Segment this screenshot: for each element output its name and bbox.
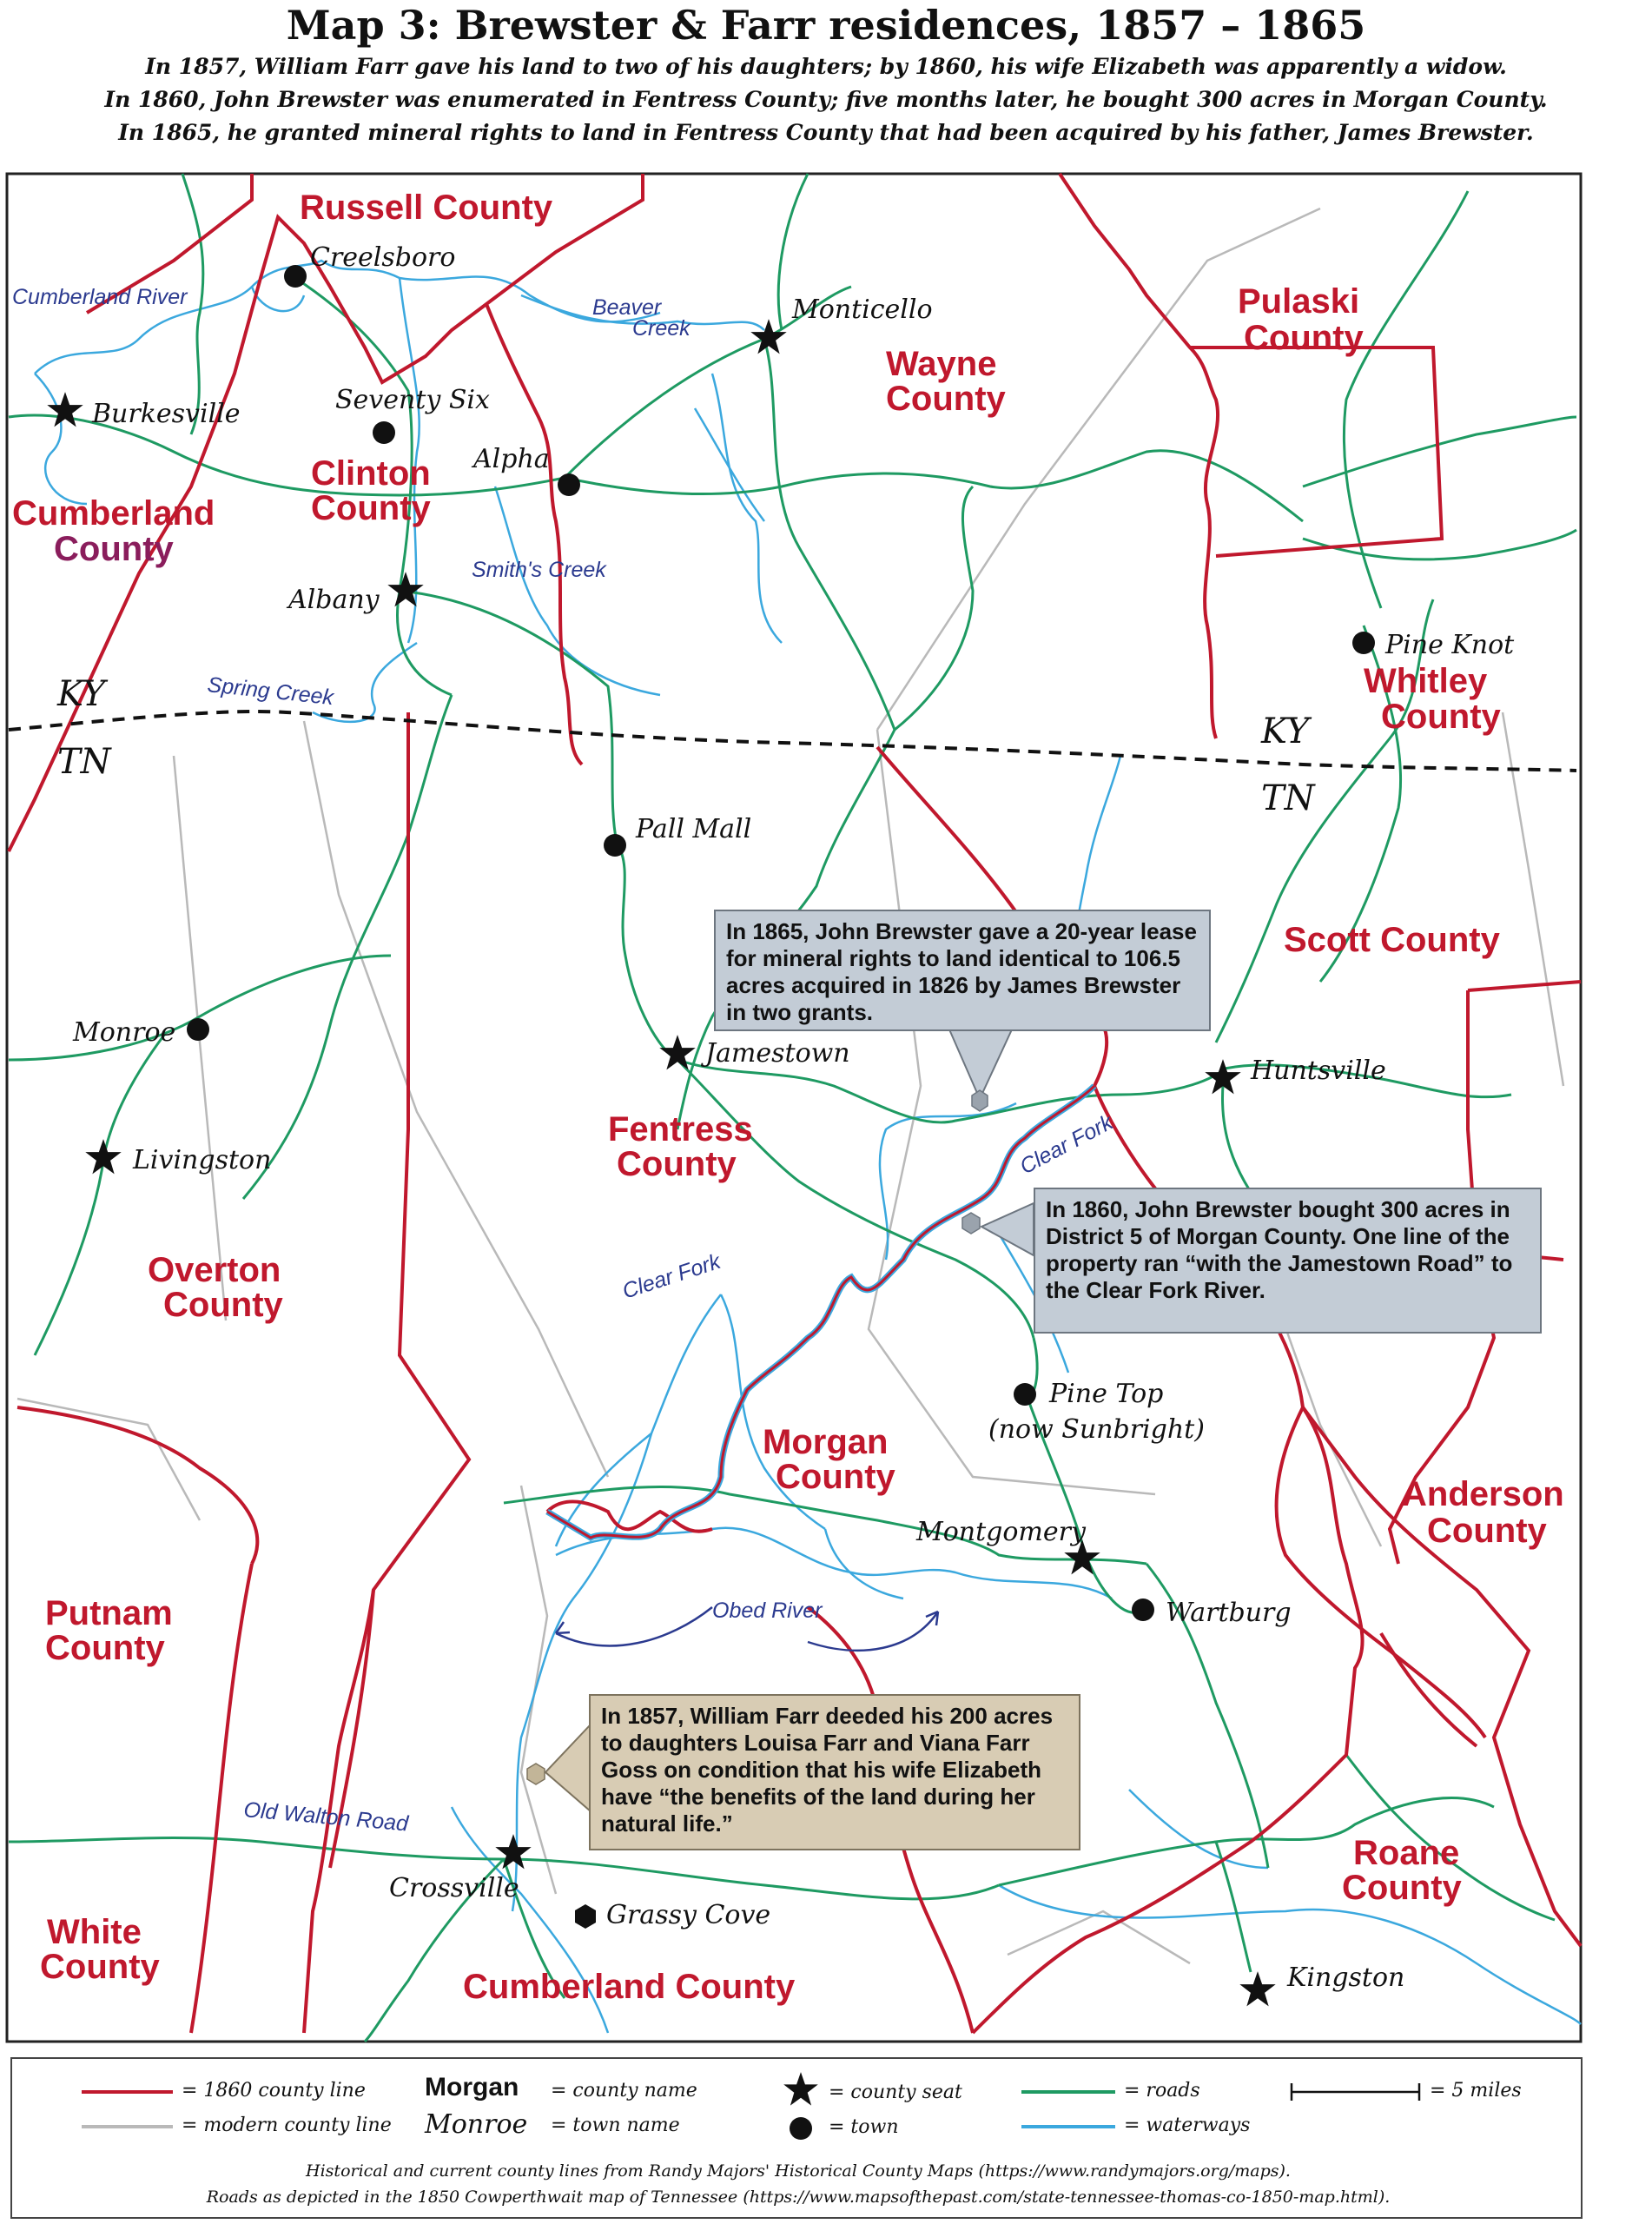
overton-county-label: Overton bbox=[148, 1251, 281, 1289]
pall-mall-label: Pall Mall bbox=[636, 814, 752, 844]
cumberland-tn-county-label: Cumberland County bbox=[463, 1968, 796, 2006]
huntsville-label: Huntsville bbox=[1251, 1056, 1386, 1086]
legend-town-name-text: = town name bbox=[551, 2115, 680, 2136]
deed-location-marker bbox=[527, 1764, 545, 1784]
subtitle-line-3: In 1865, he granted mineral rights to land in Fentress County that had been acquired by his father, James Brewster. bbox=[118, 120, 1534, 145]
wayne-county-label: Wayne bbox=[886, 345, 997, 383]
jamestown-label: Jamestown bbox=[705, 1038, 850, 1069]
creelsboro-label: Creelsboro bbox=[310, 242, 456, 273]
roane-county-label: Roane bbox=[1353, 1834, 1460, 1872]
sunbright-label: (now Sunbright) bbox=[988, 1414, 1205, 1445]
smiths-creek-label: Smith's Creek bbox=[472, 558, 606, 582]
subtitle-line-2: In 1860, John Brewster was enumerated in Fentress County; five months later, he bought 300 acres in Morgan County. bbox=[104, 87, 1548, 112]
beaver-creek-label: Beaver bbox=[592, 295, 662, 320]
legend-waterways-text: = waterways bbox=[1124, 2115, 1251, 2136]
pine-knot-label: Pine Knot bbox=[1385, 630, 1515, 660]
morgan-county-label: Morgan bbox=[763, 1423, 889, 1461]
credit-line-2: Roads as depicted in the 1850 Cowperthwait map of Tennessee (https://www.mapsofthepast.com/state-tennessee-thomas-co-1850-map.html). bbox=[206, 2188, 1391, 2207]
scott-county-label: Scott County bbox=[1284, 921, 1500, 959]
legend-town-text: = town bbox=[829, 2116, 899, 2138]
wartburg-label: Wartburg bbox=[1166, 1598, 1292, 1628]
legend-modern-county-line-text: = modern county line bbox=[182, 2115, 392, 2136]
clear-fork-label-east: Clear Fork bbox=[1015, 1109, 1117, 1180]
legend-roads-text: = roads bbox=[1124, 2080, 1200, 2102]
legend-county-name-text: = county name bbox=[551, 2080, 697, 2102]
clinton-county-label: Clinton bbox=[311, 454, 431, 493]
crossville-label: Crossville bbox=[389, 1873, 519, 1903]
fentress-county-label: Fentress bbox=[608, 1110, 753, 1148]
legend-county-name-sample: Morgan bbox=[425, 2073, 519, 2102]
lease-1865-callout: In 1865, John Brewster gave a 20-year lease for mineral rights to land identical to 106.5 acres acquired in 1826 by James Brewster in two grants. bbox=[714, 910, 1211, 1031]
pulaski-county-label: Pulaski bbox=[1238, 282, 1360, 321]
white-county-label: White bbox=[47, 1913, 142, 1951]
cumberland-river-label: Cumberland River bbox=[12, 285, 188, 309]
credit-line-1: Historical and current county lines from Randy Majors' Historical County Maps (https://www.randymajors.org/maps). bbox=[306, 2161, 1291, 2181]
cumberland-ky-county-label: Cumberland bbox=[12, 494, 215, 533]
cumberland-ky-county-label-2: County bbox=[54, 530, 174, 568]
russell-county-label: Russell County bbox=[300, 189, 553, 227]
pall-mall-dot bbox=[604, 834, 626, 857]
legend-town-name-sample: Monroe bbox=[425, 2109, 528, 2140]
creelsboro-dot bbox=[284, 265, 307, 288]
livingston-label: Livingston bbox=[133, 1145, 272, 1175]
albany-label: Albany bbox=[288, 585, 380, 615]
wartburg-dot bbox=[1132, 1598, 1154, 1621]
spring-creek-label: Spring Creek bbox=[206, 672, 335, 711]
alpha-label: Alpha bbox=[473, 444, 550, 474]
roane-county-label-2: County bbox=[1342, 1869, 1462, 1907]
map-legend bbox=[10, 2057, 1583, 2219]
old-walton-road-label: Old Walton Road bbox=[242, 1797, 410, 1837]
morgan-county-label-2: County bbox=[776, 1458, 895, 1496]
putnam-county-label: Putnam bbox=[45, 1594, 173, 1632]
ky-label-east: KY bbox=[1261, 712, 1310, 751]
whitley-county-label: Whitley bbox=[1364, 662, 1488, 700]
seventy-six-dot bbox=[373, 421, 395, 444]
white-county-label-2: County bbox=[40, 1948, 160, 1986]
monroe-dot bbox=[187, 1018, 209, 1041]
seventy-six-label: Seventy Six bbox=[335, 385, 490, 415]
pulaski-county-label-2: County bbox=[1244, 319, 1364, 357]
pine-top-label: Pine Top bbox=[1049, 1379, 1164, 1409]
grassy-cove-label: Grassy Cove bbox=[606, 1900, 771, 1930]
legend-town-dot bbox=[790, 2117, 812, 2140]
pine-top-dot bbox=[1014, 1383, 1036, 1406]
purchase-location-marker bbox=[962, 1213, 980, 1234]
legend-county-seat-text: = county seat bbox=[829, 2082, 962, 2103]
purchase-1860-callout: In 1860, John Brewster bought 300 acres in District 5 of Morgan County. One line of the property ran “with the Jamestown Road” to the Clear Fork River. bbox=[1034, 1188, 1542, 1334]
monticello-label: Monticello bbox=[792, 295, 933, 325]
burkesville-label: Burkesville bbox=[92, 399, 241, 429]
putnam-county-label-2: County bbox=[45, 1629, 165, 1667]
kingston-label: Kingston bbox=[1287, 1963, 1405, 1993]
beaver-creek-label-2: Creek bbox=[632, 316, 691, 341]
ky-label-west: KY bbox=[57, 674, 106, 714]
map-title: Map 3: Brewster & Farr residences, 1857 – 1865 bbox=[286, 2, 1366, 49]
subtitle-line-1: In 1857, William Farr gave his land to two of his daughters; by 1860, his wife Elizabeth was apparently a widow. bbox=[145, 54, 1507, 79]
monroe-label: Monroe bbox=[73, 1017, 176, 1048]
legend-1860-county-line-text: = 1860 county line bbox=[182, 2080, 366, 2102]
obed-river-label: Obed River bbox=[712, 1598, 823, 1623]
overton-county-label-2: County bbox=[163, 1286, 283, 1324]
clinton-county-label-2: County bbox=[311, 489, 431, 527]
legend-scale-text: = 5 miles bbox=[1430, 2080, 1522, 2102]
tn-label-west: TN bbox=[57, 742, 111, 782]
fentress-county-label-2: County bbox=[617, 1145, 737, 1183]
wayne-county-label-2: County bbox=[886, 380, 1006, 418]
anderson-county-label-2: County bbox=[1427, 1512, 1547, 1550]
lease-location-marker bbox=[972, 1090, 988, 1111]
tn-label-east: TN bbox=[1261, 778, 1315, 818]
pine-knot-dot bbox=[1352, 632, 1375, 654]
anderson-county-label: Anderson bbox=[1402, 1475, 1564, 1513]
whitley-county-label-2: County bbox=[1381, 698, 1501, 736]
legend-county-seat-star bbox=[783, 2072, 818, 2106]
montgomery-label: Montgomery bbox=[916, 1517, 1086, 1547]
alpha-dot bbox=[558, 473, 580, 496]
deed-1857-callout: In 1857, William Farr deeded his 200 acres to daughters Louisa Farr and Viana Farr Goss on condition that his wife Elizabeth have “the benefits of the land during her natural life.” bbox=[589, 1694, 1080, 1850]
clear-fork-label-west: Clear Fork bbox=[619, 1249, 724, 1304]
